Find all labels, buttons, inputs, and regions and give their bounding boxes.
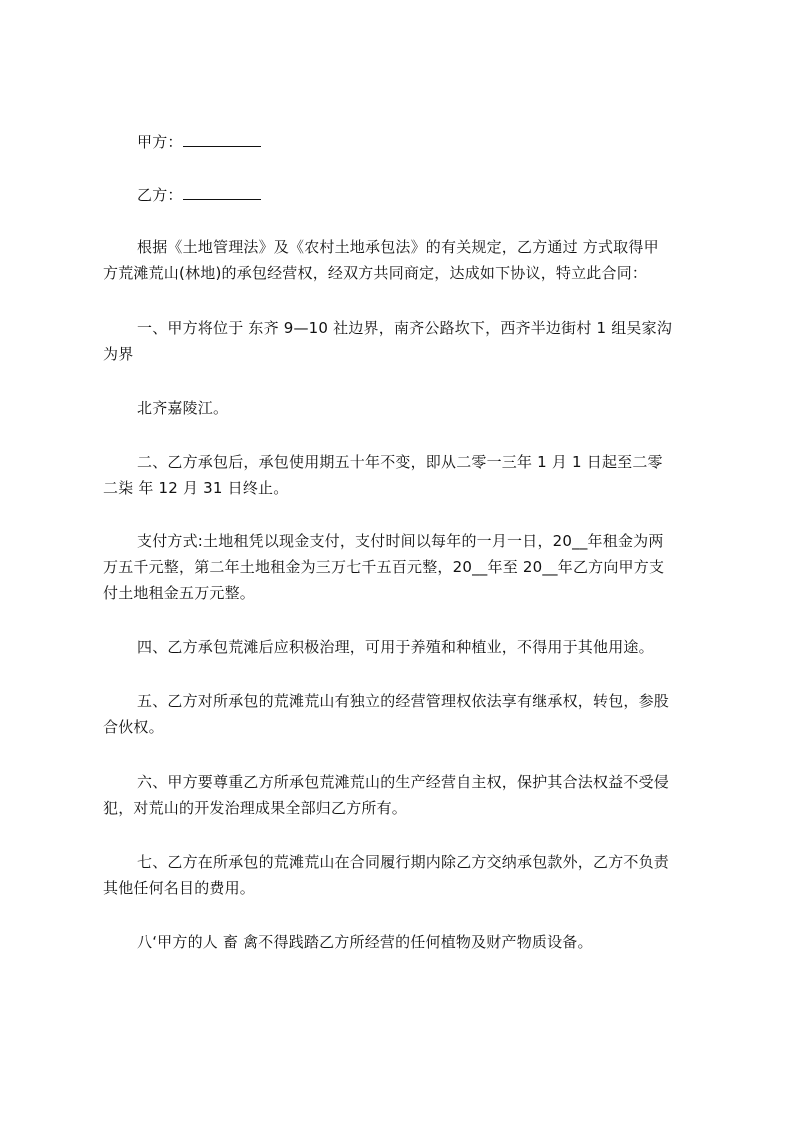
clause-2-line-1: 二、乙方承包后，承包使用期五十年不变，即从二零一三年 1 月 1 日起至二零 <box>137 453 663 471</box>
intro-line-2: 方荒滩荒山(林地)的承包经营权，经双方共同商定，达成如下协议，特立此合同： <box>103 264 648 282</box>
clause-7-line-2: 其他任何名目的费用。 <box>103 879 256 897</box>
clause-1-line-1: 一、甲方将位于 东齐 9—10 社边界，南齐公路坎下，西齐半边街村 1 组吴家沟 <box>137 319 673 337</box>
party-a-blank <box>183 132 261 147</box>
clause-4: 四、乙方承包荒滩后应积极治理，可用于养殖和种植业，不得用于其他用途。 <box>137 638 654 656</box>
clause-6-line-2: 犯，对荒山的开发治理成果全部归乙方所有。 <box>103 799 408 817</box>
clause-5-line-2: 合伙权。 <box>103 718 164 736</box>
clause-2-line-2: 二柒 年 12 月 31 日终止。 <box>103 479 289 497</box>
clause-6-line-1: 六、甲方要尊重乙方所承包荒滩荒山的生产经营自主权，保护其合法权益不受侵 <box>137 773 670 791</box>
party-b-blank <box>183 185 261 200</box>
payment-line-2: 万五千元整，第二年土地租金为三万七千五百元整，20__年至 20__年乙方向甲方支 <box>103 558 665 576</box>
intro-line-1: 根据《土地管理法》及《农村土地承包法》的有关规定，乙方通过 方式取得甲 <box>137 238 659 256</box>
party-b-line <box>137 184 261 206</box>
clause-1-line-2: 为界 <box>103 345 134 363</box>
clause-7-line-1: 七、乙方在所承包的荒滩荒山在合同履行期内除乙方交纳承包款外，乙方不负责 <box>137 853 670 871</box>
payment-line-3: 付土地租金五万元整。 <box>103 584 256 602</box>
payment-line-1: 支付方式:土地租凭以现金支付，支付时间以每年的一月一日，20__年租金为两 <box>137 532 664 550</box>
clause-5-line-1: 五、乙方对所承包的荒滩荒山有独立的经营管理权依法享有继承权，转包，参股 <box>137 692 670 710</box>
party-b-label: 乙方： <box>137 186 183 204</box>
clause-1-north: 北齐嘉陵江。 <box>137 399 229 417</box>
party-a-label: 甲方： <box>137 133 183 151</box>
party-a-line <box>137 131 261 153</box>
clause-8: 八‘甲方的人 畜 禽不得践踏乙方所经营的任何植物及财产物质设备。 <box>137 933 593 951</box>
